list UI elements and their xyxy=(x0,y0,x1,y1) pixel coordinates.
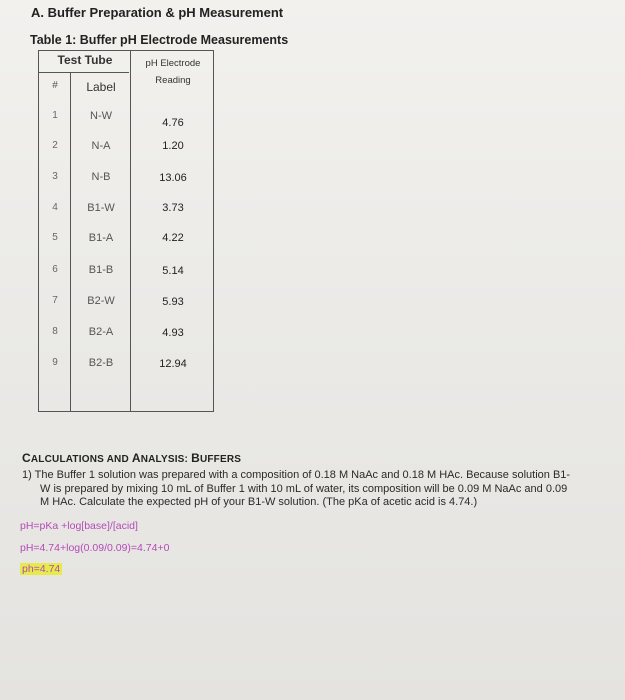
row-label: B2-B xyxy=(88,357,114,369)
section-heading: A. Buffer Preparation & pH Measurement xyxy=(31,5,284,20)
row-number: 3 xyxy=(52,171,58,182)
row-reading: 5.14 xyxy=(162,265,184,277)
measurements-table xyxy=(38,50,214,412)
row-label: N-A xyxy=(91,140,111,152)
question-line: M HAc. Calculate the expected pH of your B1-W solution. (The pKa of acetic acid is 4.74.) xyxy=(40,496,478,508)
row-label: B1-B xyxy=(88,264,114,276)
answer-formula: pH=pKa +log[base]/[acid] xyxy=(20,520,138,532)
row-label: N-W xyxy=(90,110,112,122)
heading-initial: B xyxy=(191,451,200,465)
row-number: 9 xyxy=(52,357,58,368)
row-label: B1-A xyxy=(88,232,114,244)
heading-smallcaps: NALYSIS: xyxy=(140,454,192,465)
header-test-tube: Test Tube xyxy=(57,53,113,67)
row-number: 2 xyxy=(52,140,58,151)
row-number: 4 xyxy=(52,202,58,213)
heading-smallcaps: UFFERS xyxy=(199,454,242,465)
row-label: B2-A xyxy=(88,326,114,338)
row-label: B1-W xyxy=(87,202,115,214)
header-ph-electrode-reading xyxy=(131,55,215,89)
row-label: B2-W xyxy=(87,295,115,307)
row-reading: 5.93 xyxy=(162,296,184,308)
row-reading: 1.20 xyxy=(162,140,184,152)
calculations-heading xyxy=(22,451,241,465)
question-1-text xyxy=(22,469,618,510)
table-title: Table 1: Buffer pH Electrode Measurements xyxy=(30,33,289,47)
header-divider xyxy=(39,72,129,73)
answer-result-highlighted: ph=4.74 xyxy=(22,563,61,575)
row-reading: 4.76 xyxy=(162,117,184,129)
row-number: 7 xyxy=(52,295,58,306)
row-reading: 13.06 xyxy=(159,172,187,184)
heading-smallcaps: ALCULATIONS AND xyxy=(30,454,132,465)
row-number: 8 xyxy=(52,326,58,337)
question-line: 1) The Buffer 1 solution was prepared with a composition of 0.18 M NaAc and 0.18 M HAc. Because solution B1- xyxy=(22,469,571,481)
row-number: 5 xyxy=(52,232,58,243)
row-reading: 4.22 xyxy=(162,232,184,244)
header-number: # xyxy=(52,80,58,91)
row-reading: 3.73 xyxy=(162,202,184,214)
header-ph-line2: Reading xyxy=(155,75,191,86)
heading-initial: C xyxy=(22,451,31,465)
row-number: 6 xyxy=(52,264,58,275)
header-ph-line1: pH Electrode xyxy=(145,58,201,69)
heading-initial: A xyxy=(131,451,141,465)
answer-calculation: pH=4.74+log(0.09/0.09)=4.74+0 xyxy=(20,542,170,554)
row-reading: 12.94 xyxy=(159,358,187,370)
header-label: Label xyxy=(86,80,116,94)
row-label: N-B xyxy=(91,171,111,183)
question-line: W is prepared by mixing 10 mL of Buffer 1 with 10 mL of water, its composition will be 0.09 M NaAc and 0.09 xyxy=(40,482,568,495)
row-number: 1 xyxy=(52,110,58,121)
row-reading: 4.93 xyxy=(162,327,184,339)
